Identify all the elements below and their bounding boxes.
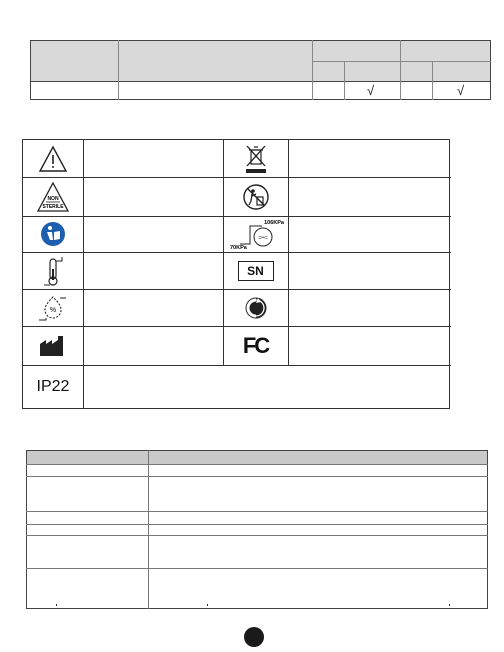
ip-rating-icon <box>23 365 83 409</box>
fcc-label: FC <box>242 332 269 358</box>
humidity-label: % <box>49 306 57 314</box>
page-number-badge <box>244 627 264 647</box>
fcc-icon <box>223 326 288 365</box>
symbols-table <box>22 139 450 409</box>
non-sterile-label: NON <box>47 195 59 202</box>
non-sterile-icon <box>23 177 83 216</box>
check-mark: √ <box>457 83 465 98</box>
pressure-inner-label: ⊃•⊂ <box>257 235 268 241</box>
specifications-table <box>26 450 488 610</box>
temperature-limit-icon <box>23 252 83 289</box>
ip-rating-label: IP22 <box>36 378 70 395</box>
green-dot-recycling-icon <box>223 289 288 326</box>
caution-triangle-icon <box>23 140 83 177</box>
serial-number-label: SN <box>238 261 274 281</box>
do-not-dispose-icon <box>223 177 288 216</box>
atmospheric-pressure-limit-icon <box>223 216 288 252</box>
non-sterile-label: STERILE <box>42 203 64 210</box>
humidity-limit-icon <box>23 289 83 326</box>
follow-instructions-icon <box>23 216 83 252</box>
serial-number-icon <box>223 252 288 289</box>
specifications-table-header <box>26 450 488 464</box>
pressure-upper-label: 106KPa <box>263 220 284 226</box>
manufacturer-icon <box>23 326 83 365</box>
weee-crossed-bin-icon <box>223 140 288 177</box>
check-mark: √ <box>367 83 375 98</box>
pressure-lower-label: 70KPa <box>229 245 247 251</box>
compliance-table <box>30 40 491 100</box>
